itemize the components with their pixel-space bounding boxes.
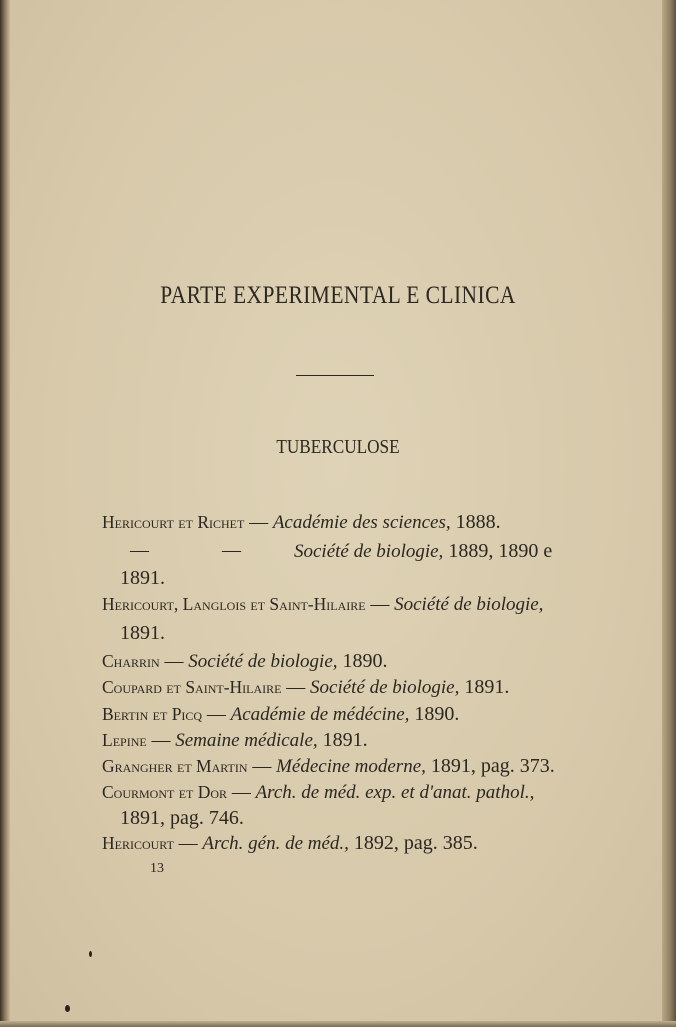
- reference-entry: [102, 511, 501, 534]
- page-title: PARTE EXPERIMENTAL E CLINICA: [160, 282, 516, 309]
- title-divider: [296, 375, 374, 376]
- reference-venue: Académie de médécine,: [230, 704, 410, 725]
- reference-entry: [102, 755, 555, 778]
- ink-spot: [89, 951, 92, 957]
- reference-separator: —: [227, 782, 256, 803]
- reference-details: 1891, pag. 373.: [425, 755, 555, 777]
- reference-details: 1891.: [317, 729, 368, 751]
- reference-details: 1891.: [459, 676, 510, 698]
- reference-venue: Société de biologie,: [394, 594, 544, 615]
- reference-details: 1890.: [337, 650, 388, 672]
- reference-authors: Hericourt: [102, 833, 174, 853]
- reference-venue: Semaine médicale,: [175, 730, 318, 751]
- reference-authors: Bertin et Picq: [102, 704, 203, 724]
- reference-separator: —: [146, 730, 176, 751]
- reference-authors: Coupard et Saint-Hilaire: [102, 677, 282, 697]
- page-gutter: [0, 0, 10, 1027]
- reference-venue: Médecine moderne,: [276, 756, 426, 777]
- reference-continuation: 1891.: [120, 567, 165, 589]
- reference-separator: —: [247, 756, 277, 777]
- page-edge: [662, 0, 676, 1027]
- reference-venue: Société de biologie,: [188, 651, 338, 672]
- reference-venue: Société de biologie,: [310, 677, 460, 698]
- ditto-dash: —: [130, 540, 149, 561]
- reference-entry: [102, 676, 509, 699]
- reference-separator: —: [173, 833, 203, 854]
- reference-entry: [102, 594, 543, 616]
- reference-authors: Hericourt, Langlois et Saint-Hilaire: [102, 594, 366, 614]
- reference-details: 1889, 1890 e: [443, 540, 553, 562]
- reference-venue: Académie des sciences,: [272, 512, 451, 533]
- reference-details: 1892, pag. 385.: [348, 832, 478, 854]
- reference-continuation: 1891, pag. 746.: [120, 807, 244, 829]
- reference-venue: Arch. de méd. exp. et d'anat. pathol.,: [255, 782, 535, 803]
- reference-separator: —: [159, 651, 189, 672]
- reference-venue: Société de biologie,: [294, 541, 444, 562]
- reference-separator: —: [281, 677, 311, 698]
- page-number: 13: [150, 861, 164, 876]
- reference-authors: Grangher et Martin: [102, 756, 248, 776]
- reference-authors: Hericourt et Richet: [102, 512, 245, 532]
- reference-details: 1888.: [450, 511, 501, 533]
- reference-entry: [102, 782, 534, 804]
- ditto-dash: —: [222, 540, 241, 561]
- reference-authors: Courmont et Dor: [102, 782, 228, 802]
- reference-continuation: 1891.: [120, 622, 165, 644]
- reference-authors: Charrin: [102, 651, 160, 671]
- reference-separator: —: [244, 512, 273, 533]
- page-bottom-edge: [0, 1021, 676, 1027]
- reference-separator: —: [202, 704, 231, 725]
- reference-separator: —: [365, 594, 395, 615]
- ink-spot: [65, 1005, 70, 1012]
- reference-entry: [102, 832, 478, 855]
- reference-venue: Arch. gén. de méd.,: [202, 833, 349, 854]
- reference-details: 1890.: [409, 703, 460, 725]
- reference-entry: [102, 729, 368, 752]
- section-heading: TUBERCULOSE: [276, 436, 400, 458]
- reference-entry: [0, 540, 676, 566]
- reference-authors: Lepine: [102, 730, 147, 750]
- reference-entry: [102, 703, 459, 726]
- reference-entry: [102, 650, 388, 673]
